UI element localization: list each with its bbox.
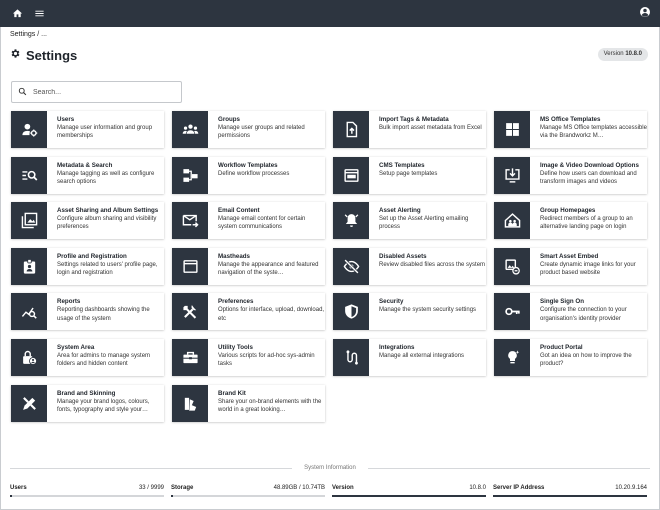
card-description: Manage your brand logos, colours, fonts, typography and style your… [57, 398, 150, 413]
image-link-icon [494, 248, 530, 285]
breadcrumb[interactable]: Settings / ... [10, 31, 47, 38]
settings-card-reports[interactable] [11, 293, 164, 330]
version-value: 10.8.0 [625, 51, 642, 57]
card-title: Smart Asset Embed [540, 252, 599, 260]
workflow-icon [172, 157, 208, 194]
settings-card-profile-and-registration[interactable] [11, 248, 164, 285]
stat-progress-fill [10, 495, 12, 497]
card-text [208, 202, 325, 239]
settings-card-group-homepages[interactable] [494, 202, 647, 239]
card-description: Manage user groups and related permissions [218, 125, 305, 140]
version-label: Version [603, 51, 624, 57]
card-description: Area for admins to manage system folders and hidden content [57, 353, 151, 368]
card-text [369, 293, 486, 330]
account-circle-icon[interactable] [639, 5, 651, 23]
card-title: Security [379, 298, 404, 306]
card-title: Metadata & Search [57, 161, 113, 169]
card-title: Reports [57, 298, 81, 306]
swatch-book-icon [172, 385, 208, 422]
card-title: Users [57, 116, 75, 123]
stat-progress-bar [332, 495, 486, 497]
system-information-heading: System Information [10, 465, 650, 471]
card-title: CMS Templates [379, 161, 425, 169]
card-title: Preferences [218, 298, 254, 306]
card-description: Define how users can download and transform images and videos [540, 170, 637, 185]
card-title: Mastheads [218, 252, 250, 260]
design-pencil-icon [11, 385, 47, 422]
card-title: Import Tags & Metadata [379, 116, 449, 123]
card-text [369, 339, 486, 376]
card-text [47, 293, 164, 330]
card-description: Redirect members of a group to an alternative landing page on login [540, 216, 633, 231]
card-text [47, 248, 164, 285]
settings-card-product-portal[interactable] [494, 339, 647, 376]
hamburger-menu-icon[interactable] [31, 6, 47, 22]
settings-card-image-video-download-options[interactable] [494, 157, 647, 194]
card-description: Various scripts for ad-hoc sys-admin tasks [218, 353, 315, 368]
card-description: Define workflow processes [218, 170, 290, 177]
card-description: Configure the connection to your organisation's identity provider [540, 307, 627, 322]
settings-card-users[interactable] [11, 111, 164, 148]
stat-users [10, 483, 164, 497]
settings-card-system-area[interactable] [11, 339, 164, 376]
stat-progress-bar [171, 495, 325, 497]
card-title: Integrations [379, 344, 415, 351]
stat-value: 33 / 9999 [138, 485, 164, 491]
card-description: Review disabled files across the system [379, 261, 486, 268]
tools-icon [172, 293, 208, 330]
stat-progress-fill [493, 495, 647, 497]
card-description: Setup page templates [379, 170, 438, 177]
card-text [47, 202, 164, 239]
id-badge-icon [11, 248, 47, 285]
card-title: Utility Tools [218, 344, 253, 351]
version-badge [598, 48, 648, 61]
stat-server-ip-address [493, 483, 647, 497]
card-description: Create dynamic image links for your product based website [540, 261, 636, 277]
stat-value: 48.89GB / 10.74TB [273, 485, 325, 491]
settings-card-single-sign-on[interactable] [494, 293, 647, 330]
stat-label: Users [10, 485, 27, 491]
page-title [10, 46, 77, 64]
top-bar [0, 0, 660, 27]
card-text [208, 157, 325, 194]
card-title: System Area [57, 344, 95, 351]
card-title: Workflow Templates [218, 161, 278, 169]
card-description: Got an idea on how to improve the product? [540, 353, 632, 368]
card-title: Disabled Assets [379, 252, 427, 260]
card-text [47, 111, 164, 148]
download-screen-icon [494, 157, 530, 194]
card-text [369, 202, 486, 239]
card-text [208, 111, 325, 148]
search-box[interactable] [11, 81, 182, 103]
eye-off-icon [333, 248, 369, 285]
card-description: Options for interface, upload, download, etc [218, 307, 325, 322]
stat-value: 10.20.9.164 [615, 485, 647, 491]
card-description: Manage the system security settings [379, 307, 477, 314]
home-icon[interactable] [9, 6, 25, 22]
search-input[interactable] [33, 89, 173, 96]
settings-card-mastheads[interactable] [172, 248, 325, 285]
card-title: Profile and Registration [57, 252, 127, 260]
key-icon [494, 293, 530, 330]
card-description: Manage tagging as well as configure search options [57, 170, 155, 185]
card-description: Manage email content for certain system communications [218, 216, 306, 231]
settings-card-disabled-assets[interactable] [333, 248, 486, 285]
settings-card-import-tags-metadata[interactable] [333, 111, 486, 148]
groups-icon [172, 111, 208, 148]
card-text [530, 248, 647, 285]
settings-card-ms-office-templates[interactable] [494, 111, 647, 148]
settings-card-brand-and-skinning[interactable] [11, 385, 164, 422]
stat-label: Storage [171, 485, 194, 491]
card-text [47, 339, 164, 376]
card-text [530, 202, 647, 239]
card-description: Manage the appearance and featured navigation of the syste… [218, 261, 319, 277]
card-description: Manage MS Office templates accessible via the Brandworkz M… [540, 125, 647, 140]
stat-progress-bar [493, 495, 647, 497]
card-text [208, 293, 325, 330]
card-text [369, 111, 486, 148]
settings-card-integrations[interactable] [333, 339, 486, 376]
stat-storage [171, 483, 325, 497]
card-text [530, 111, 647, 148]
card-description: Set up the Asset Alerting emailing process [379, 216, 469, 231]
settings-card-asset-alerting[interactable] [333, 202, 486, 239]
settings-card-workflow-templates[interactable] [172, 157, 325, 194]
alert-bell-icon [333, 202, 369, 239]
integration-icon [333, 339, 369, 376]
windows-icon [494, 111, 530, 148]
settings-card-cms-templates[interactable] [333, 157, 486, 194]
lightbulb-icon [494, 339, 530, 376]
card-text [208, 339, 325, 376]
settings-card-asset-sharing-and-album-settings[interactable] [11, 202, 164, 239]
card-title: Group Homepages [540, 207, 596, 215]
settings-card-metadata-search[interactable] [11, 157, 164, 194]
card-title: Product Portal [540, 344, 583, 351]
card-text [530, 157, 647, 194]
card-description: Manage user information and group memberships [57, 125, 153, 140]
settings-card-security[interactable] [333, 293, 486, 330]
card-text [208, 248, 325, 285]
card-title: Email Content [218, 207, 260, 215]
card-description: Manage all external integrations [379, 353, 465, 359]
card-title: Groups [218, 116, 241, 123]
shield-icon [333, 293, 369, 330]
chart-search-icon [11, 293, 47, 330]
settings-card-preferences[interactable] [172, 293, 325, 330]
file-upload-icon [333, 111, 369, 148]
masthead-icon [172, 248, 208, 285]
stat-progress-fill [332, 495, 486, 497]
card-description: Share your on-brand elements with the world in a great looking… [218, 398, 322, 413]
search-icon [18, 83, 27, 101]
list-search-icon [11, 157, 47, 194]
settings-card-brand-kit[interactable] [172, 385, 325, 422]
stat-progress-fill [171, 495, 173, 497]
stat-label: Server IP Address [493, 485, 545, 491]
card-text [47, 157, 164, 194]
stat-label: Version [332, 485, 354, 491]
settings-card-email-content[interactable] [172, 202, 325, 239]
card-text [47, 385, 164, 422]
photo-album-icon [11, 202, 47, 239]
card-title: Image & Video Download Options [540, 161, 639, 169]
lock-user-icon [11, 339, 47, 376]
card-title: Brand Kit [218, 389, 246, 397]
email-forward-icon [172, 202, 208, 239]
card-description: Reporting dashboards showing the usage of the system [57, 307, 150, 322]
card-title: Asset Alerting [379, 207, 421, 215]
card-description: Bulk import asset metadata from Excel [379, 125, 482, 131]
card-text [530, 339, 647, 376]
card-description: Configure album sharing and visibility preferences [57, 216, 157, 231]
card-text [369, 248, 486, 285]
settings-card-smart-asset-embed[interactable] [494, 248, 647, 285]
card-title: Single Sign On [540, 298, 585, 306]
stat-progress-bar [10, 495, 164, 497]
card-description: Settings related to users' profile page, login and registration [57, 261, 158, 277]
stat-version [332, 483, 486, 497]
card-text [208, 385, 325, 422]
toolbox-icon [172, 339, 208, 376]
page-title-text: Settings [26, 47, 78, 63]
web-template-icon [333, 157, 369, 194]
stat-value: 10.8.0 [469, 485, 486, 491]
card-title: Asset Sharing and Album Settings [57, 207, 159, 215]
settings-card-groups[interactable] [172, 111, 325, 148]
card-title: MS Office Templates [540, 116, 601, 123]
card-title: Brand and Skinning [57, 389, 116, 397]
card-text [530, 293, 647, 330]
card-text [369, 157, 486, 194]
group-home-icon [494, 202, 530, 239]
settings-card-utility-tools[interactable] [172, 339, 325, 376]
user-gear-icon [11, 111, 47, 148]
gear-icon [10, 46, 21, 64]
